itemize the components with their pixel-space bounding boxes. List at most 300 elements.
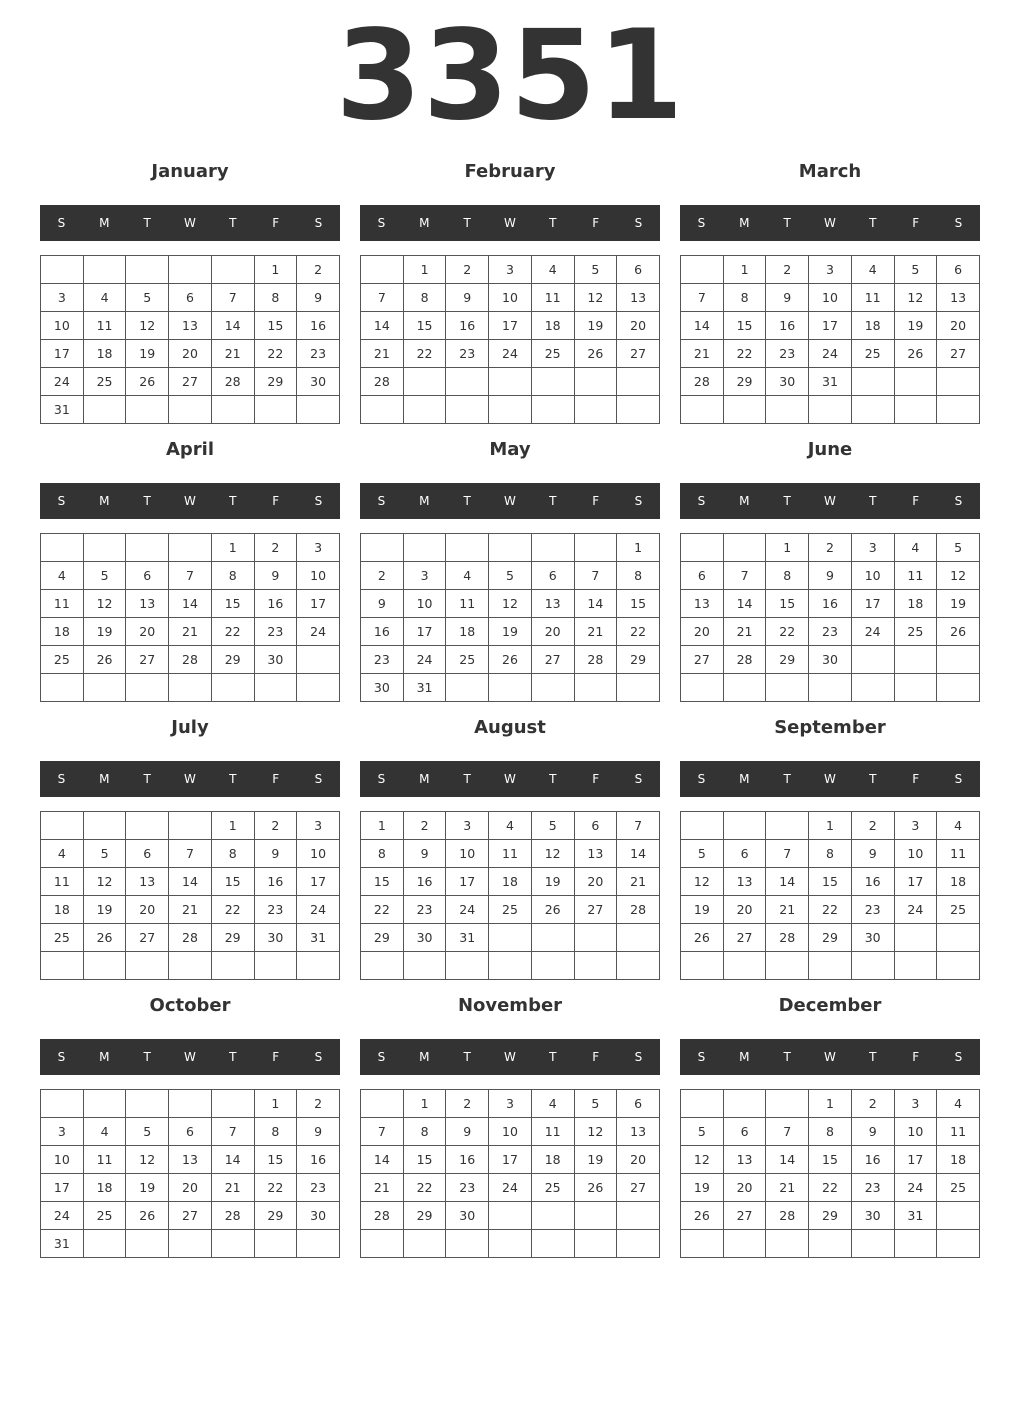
day-grid bbox=[360, 811, 660, 980]
weekday-header bbox=[680, 761, 980, 797]
day-cell: 6 bbox=[169, 284, 212, 312]
day-cell: 2 bbox=[446, 256, 489, 284]
day-cell: 26 bbox=[126, 1202, 169, 1230]
empty-day-cell bbox=[723, 952, 766, 980]
day-cell: 15 bbox=[809, 868, 852, 896]
day-cell: 22 bbox=[723, 340, 766, 368]
day-cell: 4 bbox=[851, 256, 894, 284]
empty-day-cell bbox=[169, 674, 212, 702]
day-cell: 20 bbox=[169, 340, 212, 368]
empty-day-cell bbox=[809, 1230, 852, 1258]
day-cell: 9 bbox=[403, 840, 446, 868]
day-cell: 30 bbox=[254, 924, 297, 952]
day-cell: 23 bbox=[446, 1174, 489, 1202]
day-cell: 5 bbox=[83, 840, 126, 868]
day-cell: 18 bbox=[937, 868, 980, 896]
weekday-label: S bbox=[314, 494, 323, 508]
empty-day-cell bbox=[361, 1230, 404, 1258]
week-row bbox=[41, 368, 340, 396]
weekday-label: M bbox=[99, 494, 110, 508]
day-cell: 28 bbox=[361, 1202, 404, 1230]
day-cell: 25 bbox=[83, 368, 126, 396]
day-cell: 11 bbox=[937, 1118, 980, 1146]
day-cell: 29 bbox=[254, 1202, 297, 1230]
day-cell: 3 bbox=[489, 1090, 532, 1118]
day-cell: 17 bbox=[41, 1174, 84, 1202]
day-cell: 17 bbox=[446, 868, 489, 896]
day-cell: 8 bbox=[809, 1118, 852, 1146]
day-cell: 23 bbox=[297, 340, 340, 368]
week-row bbox=[681, 1146, 980, 1174]
day-cell: 16 bbox=[809, 590, 852, 618]
week-row bbox=[361, 562, 660, 590]
month-name: May bbox=[489, 439, 531, 460]
day-cell: 10 bbox=[809, 284, 852, 312]
empty-day-cell bbox=[297, 646, 340, 674]
day-cell: 12 bbox=[894, 284, 937, 312]
day-cell: 7 bbox=[766, 1118, 809, 1146]
day-cell: 5 bbox=[126, 1118, 169, 1146]
empty-day-cell bbox=[126, 396, 169, 424]
empty-day-cell bbox=[937, 1202, 980, 1230]
day-cell: 21 bbox=[766, 896, 809, 924]
weekday-label: S bbox=[377, 772, 386, 786]
weekday-label: W bbox=[504, 494, 516, 508]
week-row bbox=[681, 368, 980, 396]
empty-day-cell bbox=[937, 952, 980, 980]
day-cell: 8 bbox=[254, 284, 297, 312]
day-cell: 17 bbox=[894, 1146, 937, 1174]
empty-day-cell bbox=[83, 534, 126, 562]
day-cell: 18 bbox=[531, 1146, 574, 1174]
day-cell: 25 bbox=[851, 340, 894, 368]
weekday-header bbox=[680, 483, 980, 519]
empty-day-cell bbox=[766, 1090, 809, 1118]
empty-day-cell bbox=[937, 1230, 980, 1258]
week-row bbox=[361, 952, 660, 980]
day-cell: 15 bbox=[211, 590, 254, 618]
week-row bbox=[41, 396, 340, 424]
day-cell: 9 bbox=[254, 562, 297, 590]
day-cell: 5 bbox=[489, 562, 532, 590]
empty-day-cell bbox=[681, 674, 724, 702]
empty-day-cell bbox=[894, 368, 937, 396]
day-cell: 3 bbox=[297, 812, 340, 840]
day-cell: 4 bbox=[83, 284, 126, 312]
day-cell: 12 bbox=[126, 1146, 169, 1174]
week-row bbox=[361, 1174, 660, 1202]
weekday-label: M bbox=[419, 494, 430, 508]
day-cell: 4 bbox=[41, 562, 84, 590]
week-row bbox=[681, 590, 980, 618]
weekday-label: W bbox=[504, 772, 516, 786]
empty-day-cell bbox=[211, 256, 254, 284]
day-cell: 24 bbox=[489, 1174, 532, 1202]
day-cell: 19 bbox=[681, 1174, 724, 1202]
month-name: April bbox=[165, 439, 215, 460]
day-cell: 29 bbox=[809, 1202, 852, 1230]
empty-day-cell bbox=[574, 924, 617, 952]
day-cell: 14 bbox=[169, 590, 212, 618]
day-cell: 2 bbox=[403, 812, 446, 840]
weekday-label: S bbox=[954, 1050, 963, 1064]
empty-day-cell bbox=[617, 952, 660, 980]
day-cell: 18 bbox=[851, 312, 894, 340]
weekday-label: S bbox=[57, 216, 66, 230]
weekday-label: S bbox=[634, 1050, 643, 1064]
day-cell: 2 bbox=[809, 534, 852, 562]
weekday-label: S bbox=[634, 494, 643, 508]
day-cell: 28 bbox=[723, 646, 766, 674]
day-grid bbox=[680, 811, 980, 980]
day-cell: 28 bbox=[766, 924, 809, 952]
weekday-label: F bbox=[592, 216, 600, 230]
day-cell: 2 bbox=[254, 812, 297, 840]
weekday-label: S bbox=[697, 1050, 706, 1064]
week-row bbox=[681, 1090, 980, 1118]
day-cell: 1 bbox=[809, 812, 852, 840]
day-cell: 12 bbox=[83, 590, 126, 618]
day-cell: 9 bbox=[297, 284, 340, 312]
empty-day-cell bbox=[766, 396, 809, 424]
day-cell: 27 bbox=[681, 646, 724, 674]
weekday-label: T bbox=[549, 494, 557, 508]
day-cell: 7 bbox=[211, 1118, 254, 1146]
weekday-label: T bbox=[229, 1050, 237, 1064]
day-cell: 28 bbox=[361, 368, 404, 396]
day-cell: 27 bbox=[169, 368, 212, 396]
week-row bbox=[41, 312, 340, 340]
weekday-label: T bbox=[229, 216, 237, 230]
day-cell: 6 bbox=[723, 840, 766, 868]
week-row bbox=[361, 646, 660, 674]
day-cell: 21 bbox=[723, 618, 766, 646]
day-cell: 15 bbox=[617, 590, 660, 618]
day-cell: 30 bbox=[766, 368, 809, 396]
day-cell: 2 bbox=[297, 256, 340, 284]
day-cell: 20 bbox=[574, 868, 617, 896]
weekday-label: S bbox=[377, 216, 386, 230]
month-name: October bbox=[149, 995, 231, 1016]
empty-day-cell bbox=[446, 534, 489, 562]
week-row bbox=[361, 812, 660, 840]
day-cell: 13 bbox=[126, 590, 169, 618]
day-cell: 16 bbox=[254, 868, 297, 896]
weekday-header bbox=[360, 1039, 660, 1075]
day-cell: 25 bbox=[937, 1174, 980, 1202]
day-cell: 8 bbox=[361, 840, 404, 868]
day-cell: 29 bbox=[403, 1202, 446, 1230]
day-cell: 21 bbox=[169, 896, 212, 924]
empty-day-cell bbox=[41, 534, 84, 562]
day-grid bbox=[680, 255, 980, 424]
day-cell: 25 bbox=[531, 1174, 574, 1202]
day-cell: 21 bbox=[211, 340, 254, 368]
weekday-label: W bbox=[184, 772, 196, 786]
empty-day-cell bbox=[723, 674, 766, 702]
day-cell: 25 bbox=[41, 924, 84, 952]
day-cell: 1 bbox=[211, 534, 254, 562]
day-cell: 15 bbox=[723, 312, 766, 340]
week-row bbox=[681, 952, 980, 980]
empty-day-cell bbox=[126, 256, 169, 284]
day-cell: 28 bbox=[766, 1202, 809, 1230]
weekday-label: F bbox=[912, 494, 920, 508]
empty-day-cell bbox=[446, 674, 489, 702]
empty-day-cell bbox=[851, 368, 894, 396]
week-row bbox=[41, 674, 340, 702]
week-row bbox=[41, 256, 340, 284]
empty-day-cell bbox=[361, 396, 404, 424]
weekday-label: T bbox=[143, 216, 151, 230]
day-cell: 5 bbox=[574, 256, 617, 284]
day-cell: 25 bbox=[446, 646, 489, 674]
weekday-label: W bbox=[184, 216, 196, 230]
empty-day-cell bbox=[41, 1090, 84, 1118]
empty-day-cell bbox=[254, 674, 297, 702]
empty-day-cell bbox=[851, 646, 894, 674]
empty-day-cell bbox=[851, 674, 894, 702]
day-cell: 21 bbox=[169, 618, 212, 646]
empty-day-cell bbox=[211, 952, 254, 980]
month-name: September bbox=[774, 717, 886, 738]
empty-day-cell bbox=[126, 1230, 169, 1258]
empty-day-cell bbox=[297, 1230, 340, 1258]
day-cell: 22 bbox=[254, 340, 297, 368]
empty-day-cell bbox=[403, 534, 446, 562]
empty-day-cell bbox=[531, 368, 574, 396]
empty-day-cell bbox=[617, 924, 660, 952]
weekday-label: S bbox=[697, 494, 706, 508]
day-cell: 27 bbox=[126, 646, 169, 674]
day-cell: 24 bbox=[41, 1202, 84, 1230]
week-row bbox=[681, 618, 980, 646]
day-cell: 30 bbox=[297, 368, 340, 396]
day-grid bbox=[40, 255, 340, 424]
day-cell: 27 bbox=[723, 1202, 766, 1230]
day-cell: 29 bbox=[809, 924, 852, 952]
empty-day-cell bbox=[403, 396, 446, 424]
day-cell: 8 bbox=[766, 562, 809, 590]
empty-day-cell bbox=[766, 812, 809, 840]
day-cell: 19 bbox=[83, 896, 126, 924]
day-cell: 4 bbox=[41, 840, 84, 868]
day-cell: 5 bbox=[681, 840, 724, 868]
day-cell: 19 bbox=[894, 312, 937, 340]
day-cell: 28 bbox=[211, 1202, 254, 1230]
day-cell: 11 bbox=[446, 590, 489, 618]
day-cell: 20 bbox=[126, 896, 169, 924]
month-name: February bbox=[464, 161, 556, 182]
day-cell: 10 bbox=[894, 840, 937, 868]
day-cell: 3 bbox=[41, 1118, 84, 1146]
weekday-label: M bbox=[419, 1050, 430, 1064]
weekday-label: W bbox=[184, 1050, 196, 1064]
weekday-label: S bbox=[954, 494, 963, 508]
empty-day-cell bbox=[169, 396, 212, 424]
empty-day-cell bbox=[723, 1090, 766, 1118]
day-cell: 10 bbox=[297, 840, 340, 868]
empty-day-cell bbox=[83, 396, 126, 424]
day-cell: 9 bbox=[851, 840, 894, 868]
empty-day-cell bbox=[531, 1202, 574, 1230]
day-cell: 24 bbox=[489, 340, 532, 368]
empty-day-cell bbox=[446, 368, 489, 396]
day-cell: 20 bbox=[617, 1146, 660, 1174]
day-cell: 27 bbox=[169, 1202, 212, 1230]
day-cell: 26 bbox=[574, 340, 617, 368]
day-cell: 11 bbox=[937, 840, 980, 868]
weekday-label: W bbox=[504, 1050, 516, 1064]
empty-day-cell bbox=[894, 952, 937, 980]
day-cell: 7 bbox=[361, 1118, 404, 1146]
week-row bbox=[361, 1146, 660, 1174]
day-cell: 1 bbox=[403, 256, 446, 284]
weekday-label: T bbox=[463, 494, 471, 508]
week-row bbox=[41, 1174, 340, 1202]
day-cell: 18 bbox=[41, 618, 84, 646]
day-cell: 21 bbox=[361, 340, 404, 368]
weekday-label: T bbox=[783, 1050, 791, 1064]
day-cell: 3 bbox=[489, 256, 532, 284]
day-cell: 18 bbox=[489, 868, 532, 896]
empty-day-cell bbox=[41, 256, 84, 284]
day-cell: 8 bbox=[254, 1118, 297, 1146]
empty-day-cell bbox=[574, 1202, 617, 1230]
weekday-label: S bbox=[377, 1050, 386, 1064]
week-row bbox=[681, 924, 980, 952]
day-cell: 24 bbox=[851, 618, 894, 646]
week-row bbox=[681, 1118, 980, 1146]
day-cell: 28 bbox=[617, 896, 660, 924]
empty-day-cell bbox=[361, 1090, 404, 1118]
empty-day-cell bbox=[126, 812, 169, 840]
day-cell: 20 bbox=[937, 312, 980, 340]
weekday-label: T bbox=[869, 216, 877, 230]
day-cell: 11 bbox=[83, 1146, 126, 1174]
day-cell: 9 bbox=[446, 284, 489, 312]
day-cell: 9 bbox=[766, 284, 809, 312]
day-grid bbox=[360, 533, 660, 702]
weekday-label: W bbox=[824, 216, 836, 230]
day-cell: 18 bbox=[83, 340, 126, 368]
weekday-label: T bbox=[143, 494, 151, 508]
week-row bbox=[41, 284, 340, 312]
week-row bbox=[361, 1202, 660, 1230]
day-cell: 8 bbox=[403, 1118, 446, 1146]
day-grid bbox=[40, 811, 340, 980]
empty-day-cell bbox=[361, 952, 404, 980]
day-cell: 28 bbox=[574, 646, 617, 674]
day-cell: 17 bbox=[41, 340, 84, 368]
empty-day-cell bbox=[169, 952, 212, 980]
day-cell: 8 bbox=[403, 284, 446, 312]
empty-day-cell bbox=[297, 396, 340, 424]
day-cell: 21 bbox=[617, 868, 660, 896]
day-cell: 11 bbox=[83, 312, 126, 340]
empty-day-cell bbox=[937, 646, 980, 674]
empty-day-cell bbox=[937, 674, 980, 702]
day-cell: 13 bbox=[169, 312, 212, 340]
day-cell: 29 bbox=[211, 924, 254, 952]
day-cell: 27 bbox=[126, 924, 169, 952]
day-cell: 29 bbox=[617, 646, 660, 674]
day-cell: 10 bbox=[489, 1118, 532, 1146]
day-cell: 30 bbox=[851, 924, 894, 952]
day-cell: 23 bbox=[809, 618, 852, 646]
empty-day-cell bbox=[937, 396, 980, 424]
weekday-label: F bbox=[272, 216, 280, 230]
day-cell: 2 bbox=[361, 562, 404, 590]
empty-day-cell bbox=[681, 812, 724, 840]
empty-day-cell bbox=[403, 1230, 446, 1258]
day-cell: 7 bbox=[361, 284, 404, 312]
day-cell: 24 bbox=[894, 896, 937, 924]
month-name: June bbox=[807, 439, 853, 460]
empty-day-cell bbox=[531, 924, 574, 952]
weekday-label: T bbox=[463, 216, 471, 230]
week-row bbox=[361, 618, 660, 646]
day-cell: 20 bbox=[723, 1174, 766, 1202]
day-cell: 24 bbox=[446, 896, 489, 924]
day-cell: 15 bbox=[254, 312, 297, 340]
weekday-header bbox=[360, 205, 660, 241]
weekday-label: F bbox=[272, 494, 280, 508]
day-cell: 14 bbox=[681, 312, 724, 340]
empty-day-cell bbox=[766, 674, 809, 702]
day-cell: 12 bbox=[681, 868, 724, 896]
day-cell: 7 bbox=[169, 562, 212, 590]
month-name: March bbox=[798, 161, 862, 182]
weekday-label: S bbox=[57, 1050, 66, 1064]
day-grid bbox=[680, 533, 980, 702]
empty-day-cell bbox=[83, 256, 126, 284]
day-cell: 27 bbox=[531, 646, 574, 674]
day-cell: 10 bbox=[894, 1118, 937, 1146]
empty-day-cell bbox=[83, 952, 126, 980]
week-row bbox=[41, 868, 340, 896]
day-cell: 22 bbox=[361, 896, 404, 924]
month-name: August bbox=[474, 717, 546, 738]
week-row bbox=[681, 812, 980, 840]
weekday-label: M bbox=[739, 216, 750, 230]
day-cell: 24 bbox=[41, 368, 84, 396]
day-cell: 6 bbox=[681, 562, 724, 590]
empty-day-cell bbox=[531, 396, 574, 424]
day-cell: 29 bbox=[361, 924, 404, 952]
day-cell: 15 bbox=[766, 590, 809, 618]
empty-day-cell bbox=[169, 534, 212, 562]
day-cell: 11 bbox=[851, 284, 894, 312]
empty-day-cell bbox=[574, 1230, 617, 1258]
empty-day-cell bbox=[809, 674, 852, 702]
day-grid bbox=[680, 1089, 980, 1258]
weekday-label: S bbox=[634, 216, 643, 230]
week-row bbox=[681, 840, 980, 868]
day-cell: 5 bbox=[681, 1118, 724, 1146]
day-cell: 9 bbox=[361, 590, 404, 618]
weekday-label: F bbox=[912, 1050, 920, 1064]
week-row bbox=[681, 646, 980, 674]
day-cell: 20 bbox=[723, 896, 766, 924]
week-row bbox=[41, 590, 340, 618]
empty-day-cell bbox=[723, 396, 766, 424]
day-cell: 13 bbox=[617, 284, 660, 312]
week-row bbox=[41, 924, 340, 952]
weekday-header bbox=[360, 483, 660, 519]
day-cell: 1 bbox=[809, 1090, 852, 1118]
day-cell: 17 bbox=[297, 868, 340, 896]
